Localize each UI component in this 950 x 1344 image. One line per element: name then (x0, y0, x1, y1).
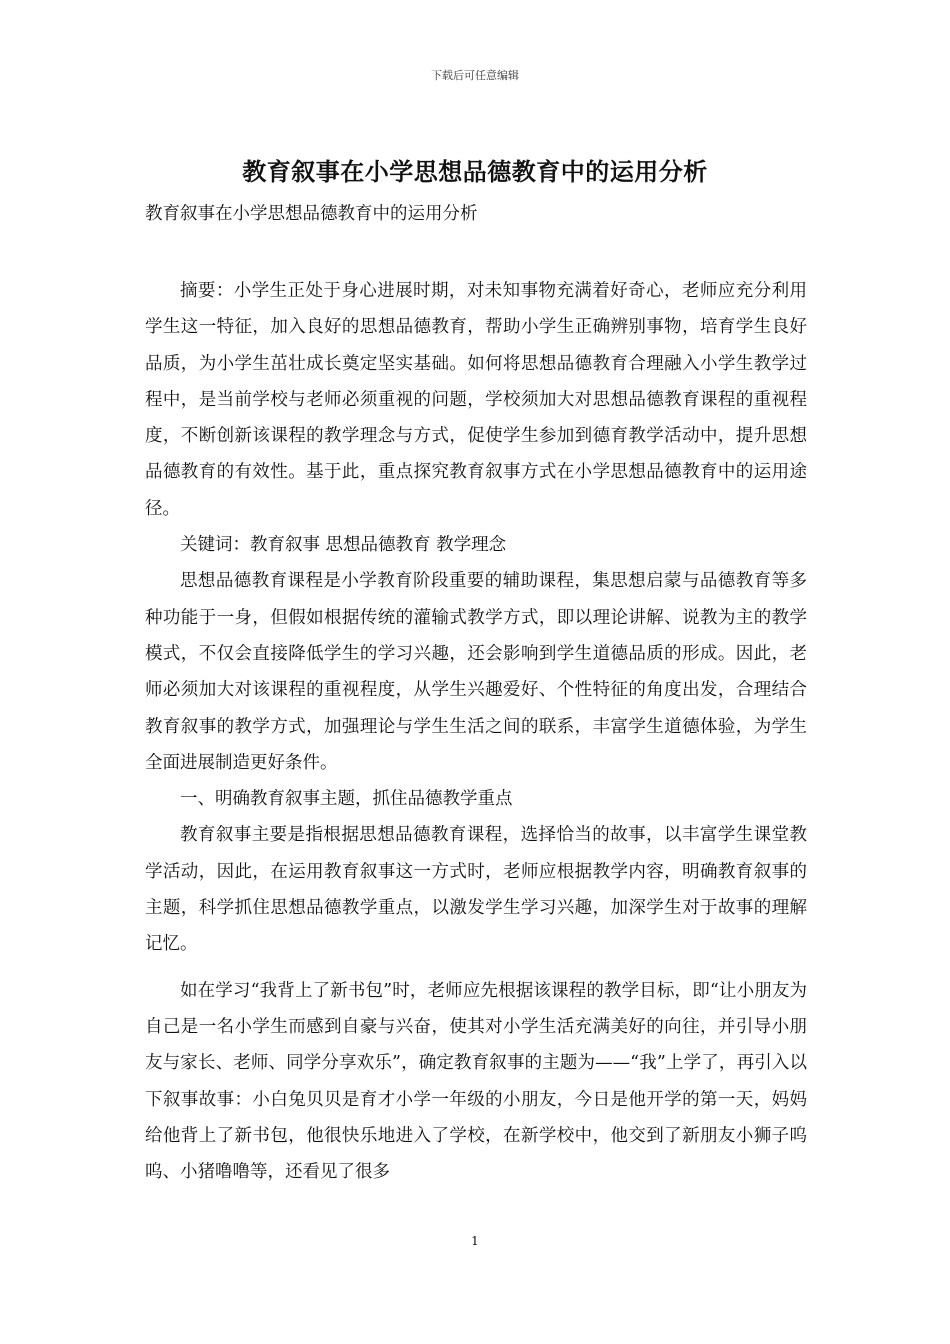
document-subtitle: 教育叙事在小学思想品德教育中的运用分析 (145, 204, 478, 224)
page-number: 1 (471, 1234, 479, 1248)
document-title: 教育叙事在小学思想品德教育中的运用分析 (242, 157, 708, 186)
section-paragraph: 教育叙事主要是指根据思想品德教育课程，选择恰当的故事，以丰富学生课堂教学活动，因此，在运用教育叙事这一方式时，老师应根据教学内容，明确教育叙事的主题，科学抓住思想品德教学重点，以激发学生学习兴趣，加深学生对于故事的理解记忆。 (145, 825, 807, 955)
example-paragraph: 如在学习“我背上了新书包”时，老师应先根据该课程的教学目标，即“让小朋友为自己是一名小学生而感到自豪与兴奋，使其对小学生活充满美好的向往，并引导小朋友与家长、老师、同学分享欢乐”，确定教育叙事的主题为——“我”上学了，再引入以下叙事故事：小白兔贝贝是育才小学一年级的小朋友，今日是他开学的第一天，妈妈给他背上了新书包，他很快乐地进入了学校，在新学校中，他交到了新朋友小狮子呜呜、小猪噜噜等，还看见了很多 (145, 980, 807, 1183)
keywords-paragraph: 关键词：教育叙事 思想品德教育 教学理念 (180, 535, 507, 556)
section-heading: 一、明确教育叙事主题，抓住品德教学重点 (180, 789, 513, 810)
header-note: 下载后可任意编辑 (431, 69, 519, 82)
document-body (145, 273, 807, 1190)
intro-paragraph: 思想品德教育课程是小学教育阶段重要的辅助课程，集思想启蒙与品德教育等多种功能于一身，但假如根据传统的灌输式教学方式，即以理论讲解、说教为主的教学模式，不仅会直接降低学生的学习兴趣，还会影响到学生道德品质的形成。因此，老师必须加大对该课程的重视程度，从学生兴趣爱好、个性特征的角度出发，合理结合教育叙事的教学方式，加强理论与学生生活之间的联系，丰富学生道德体验，为学生全面进展制造更好条件。 (145, 571, 807, 773)
abstract-paragraph: 摘要：小学生正处于身心进展时期，对未知事物充满着好奇心，老师应充分利用学生这一特征，加入良好的思想品德教育，帮助小学生正确辨别事物，培育学生良好品质，为小学生茁壮成长奠定坚实基础。如何将思想品德教育合理融入小学生教学过程中，是当前学校与老师必须重视的问题，学校须加大对思想品德教育课程的重视程度，不断创新该课程的教学理念与方式，促使学生参加到德育教学活动中，提升思想品德教育的有效性。基于此，重点探究教育叙事方式在小学思想品德教育中的运用途径。 (145, 281, 807, 519)
